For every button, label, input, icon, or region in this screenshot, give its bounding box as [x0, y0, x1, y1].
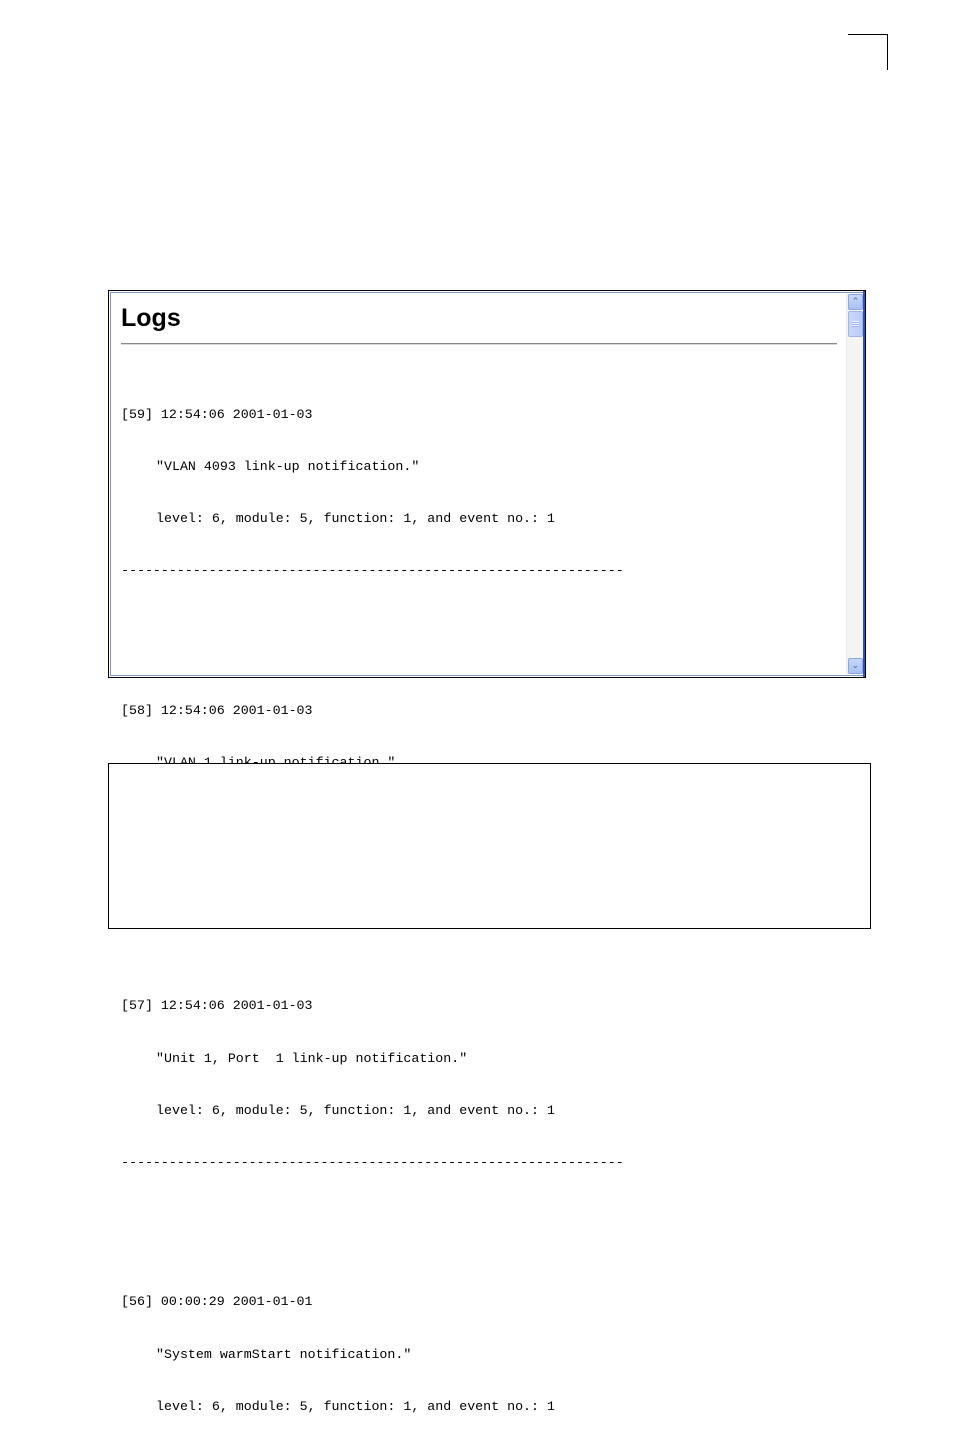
vertical-scrollbar[interactable]: [846, 293, 863, 675]
chevron-up-icon[interactable]: ⌃: [848, 294, 863, 310]
log-entry-details: level: 6, module: 5, function: 1, and event no.: 1: [156, 1102, 555, 1118]
logs-content: [111, 293, 847, 1414]
empty-content-box: [108, 763, 871, 929]
page-title: Logs: [121, 304, 181, 332]
log-entry-details: level: 6, module: 5, function: 1, and event no.: 1: [156, 1398, 555, 1414]
chevron-down-icon[interactable]: ⌄: [848, 658, 863, 674]
scrollbar-thumb[interactable]: [848, 311, 863, 337]
log-entry-separator: ---------------------------------------------------------------: [121, 1155, 624, 1171]
logs-viewport: [110, 292, 864, 1414]
log-entry: [121, 1258, 841, 1449]
log-entry-header: [57] 12:54:06 2001-01-03: [121, 998, 313, 1014]
log-entry-message: "VLAN 4093 link-up notification.": [156, 459, 420, 475]
logs-browser-frame: [108, 290, 866, 1414]
title-divider: [121, 343, 837, 345]
log-entry-details: level: 6, module: 5, function: 1, and event no.: 1: [156, 511, 555, 527]
log-entry: [121, 963, 841, 1259]
window-edge: [863, 291, 865, 677]
log-entry-message: "System warmStart notification.": [156, 1346, 412, 1362]
log-entry-separator: ---------------------------------------------------------------: [121, 563, 624, 579]
log-entry-header: [56] 00:00:29 2001-01-01: [121, 1294, 313, 1310]
log-entry: [121, 371, 841, 667]
crop-mark-horizontal: [848, 34, 888, 35]
crop-mark-vertical: [887, 34, 888, 70]
log-entry-message: "Unit 1, Port 1 link-up notification.": [156, 1050, 468, 1066]
log-entry-header: [58] 12:54:06 2001-01-03: [121, 702, 313, 718]
log-entry-header: [59] 12:54:06 2001-01-03: [121, 406, 313, 422]
